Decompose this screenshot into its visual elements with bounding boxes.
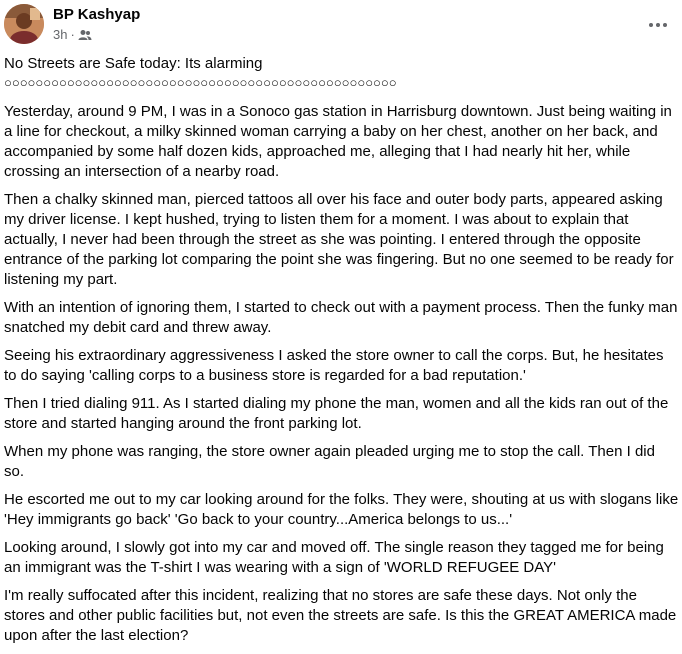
decorative-divider: ○○○○○○○○○○○○○○○○○○○○○○○○○○○○○○○○○○○○○○○○○○○○○○○○○○ <box>4 75 397 90</box>
post-meta <box>53 27 92 42</box>
post-paragraph: Then a chalky skinned man, pierced tattoos all over his face and outer body parts, appeared asking my driver license. I kept hushed, trying to listen them for a moment. I was about to explain that actually, I never had been through the street as she was pointing. I entered through the opposite entrance of the parking lot comparing the point she was fingering. But no one seemed to be ready for listening my part. <box>4 191 674 288</box>
post-body <box>4 54 679 654</box>
post-paragraph: Looking around, I slowly got into my car and moved off. The single reason they tagged me for being an immigrant was the T-shirt I was wearing with a sign of 'WORLD REFUGEE DAY' <box>4 539 664 576</box>
post-time[interactable]: 3h <box>53 27 68 42</box>
post-paragraph: With an intention of ignoring them, I started to check out with a payment process. Then the funky man snatched my debit card and threw away. <box>4 299 678 336</box>
friends-icon[interactable] <box>78 29 92 41</box>
post-paragraph: When my phone was ranging, the store owner again pleaded urging me to stop the call. Then I did so. <box>4 443 655 480</box>
post-header <box>0 0 682 50</box>
author-name[interactable]: BP Kashyap <box>53 6 141 23</box>
post-paragraph: Seeing his extraordinary aggressiveness I asked the store owner to call the corps. But, he hesitates to do saying 'calling corps to a business store is regarded for a bad reputation.' <box>4 347 664 384</box>
post-paragraph: Yesterday, around 9 PM, I was in a Sonoco gas station in Harrisburg downtown. Just being waiting in a line for checkout, a milky skinned woman carrying a baby on her chest, another on her back, and accompanied by some half dozen kids, approached me, alleging that I had nearly hit her, while crossing an intersection of a nearby road. <box>4 103 672 180</box>
post-title: No Streets are Safe today: Its alarming <box>4 55 263 72</box>
avatar[interactable] <box>4 4 44 44</box>
post-paragraph: He escorted me out to my car looking around for the folks. They were, shouting at us with slogans like 'Hey immigrants go back' 'Go back to your country...America belongs to us...' <box>4 491 679 528</box>
meta-separator: · <box>70 27 75 42</box>
more-horizontal-icon <box>648 15 668 33</box>
post-paragraph: Then I tried dialing 911. As I started dialing my phone the man, women and all the kids ran out of the store and started hanging around the front parking lot. <box>4 395 669 432</box>
post-paragraph: I'm really suffocated after this incident, realizing that no stores are safe these days. Not only the stores and other public facilities but, not even the streets are safe. Is this the GREAT AMERICA made upon after the last election? <box>4 587 677 644</box>
more-options-button[interactable] <box>642 8 674 40</box>
